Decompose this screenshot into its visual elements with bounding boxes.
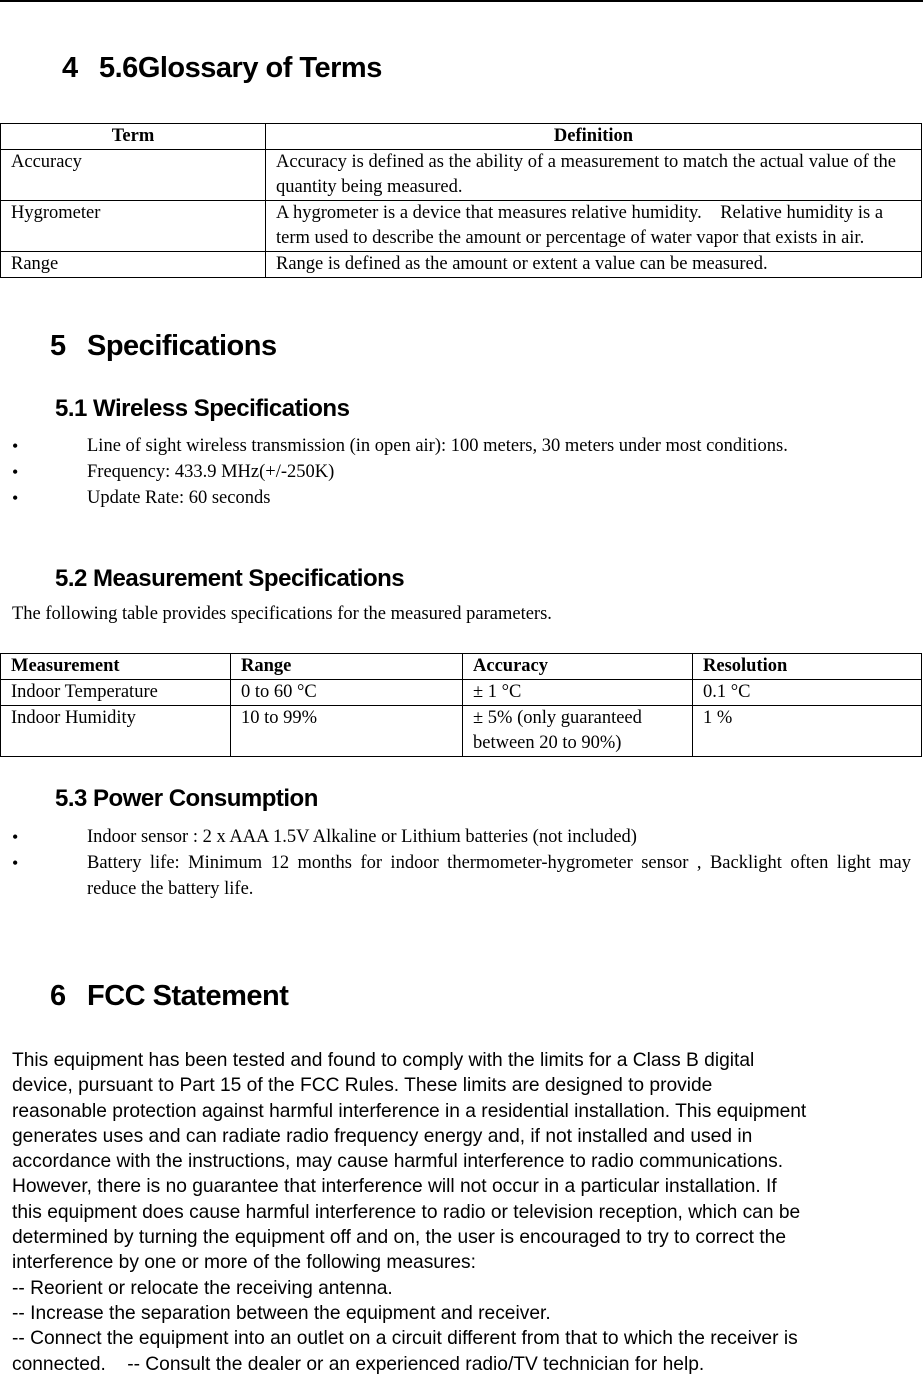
heading-text: 5.6Glossary of Terms (99, 52, 382, 84)
specifications-heading (50, 330, 277, 363)
wireless-specs-heading: 5.1 Wireless Specifications (55, 395, 350, 422)
text-line: device, pursuant to Part 15 of the FCC Rules. These limits are designed to provide (12, 1075, 713, 1097)
glossary-table (0, 123, 922, 278)
text-line: this equipment does cause harmful interference to radio or television reception, which can be (12, 1201, 801, 1223)
column-header: Accuracy (463, 654, 693, 680)
column-header: Term (1, 124, 266, 150)
table-cell: 10 to 99% (231, 706, 463, 757)
term-cell: Hygrometer (1, 201, 266, 252)
text-line: However, there is no guarantee that interference will not occur in a particular installation. If (12, 1176, 777, 1198)
list-item: • Battery life: Minimum 12 months for indoor thermometer-hygrometer sensor , Backlight often light may reduce the battery life. (12, 850, 911, 902)
text-line: -- Increase the separation between the equipment and receiver. (12, 1302, 551, 1324)
text-line: reasonable protection against harmful interference in a residential installation. This equipment (12, 1100, 807, 1122)
power-consumption-heading: 5.3 Power Consumption (55, 785, 318, 812)
column-header: Measurement (1, 654, 231, 680)
table-row (1, 201, 922, 252)
fcc-heading (50, 980, 288, 1013)
table-row (1, 680, 922, 706)
heading-number: 6 (50, 980, 66, 1012)
heading-text: Specifications (87, 330, 277, 362)
list-item: • Indoor sensor : 2 x AAA 1.5V Alkaline or Lithium batteries (not included) (12, 824, 911, 850)
heading-number: 5 (50, 330, 66, 362)
table-header-row (1, 124, 922, 150)
table-cell: 1 % (693, 706, 922, 757)
measurement-specs-heading: 5.2 Measurement Specifications (55, 565, 405, 592)
text-line: This equipment has been tested and found to comply with the limits for a Class B digital (12, 1050, 755, 1071)
glossary-heading (62, 52, 382, 85)
heading-number: 4 (62, 52, 78, 84)
text-line: connected. -- Consult the dealer or an experienced radio/TV technician for help. (12, 1353, 705, 1375)
table-cell: 0 to 60 °C (231, 680, 463, 706)
list-item: • Update Rate: 60 seconds (12, 485, 911, 511)
table-header-row (1, 654, 922, 680)
column-header: Resolution (693, 654, 922, 680)
text-line: generates uses and can radiate radio frequency energy and, if not installed and used in (12, 1125, 753, 1147)
measurement-table (0, 653, 922, 757)
text-line: determined by turning the equipment off and on, the user is encouraged to try to correct the (12, 1227, 787, 1249)
wireless-specs-list (12, 433, 911, 511)
definition-cell: A hygrometer is a device that measures relative humidity. Relative humidity is a term used to describe the amount or percentage of water vapor that exists in air. (266, 201, 922, 252)
definition-cell: Accuracy is defined as the ability of a measurement to match the actual value of the quantity being measured. (266, 150, 922, 201)
text-line: accordance with the instructions, may cause harmful interference to radio communications. (12, 1151, 784, 1173)
term-cell: Accuracy (1, 150, 266, 201)
list-item: • Line of sight wireless transmission (in open air): 100 meters, 30 meters under most conditions. (12, 433, 911, 459)
column-header: Range (231, 654, 463, 680)
top-rule (0, 0, 923, 2)
heading-text: FCC Statement (87, 980, 289, 1012)
text-line: -- Reorient or relocate the receiving antenna. (12, 1277, 393, 1299)
measurement-intro: The following table provides specifications for the measured parameters. (12, 604, 552, 624)
list-item: • Frequency: 433.9 MHz(+/-250K) (12, 459, 911, 485)
table-cell: Indoor Humidity (1, 706, 231, 757)
table-cell: ± 5% (only guaranteed between 20 to 90%) (463, 706, 693, 757)
definition-cell: Range is defined as the amount or extent a value can be measured. (266, 252, 922, 278)
fcc-statement-text (12, 1048, 917, 1375)
table-cell: ± 1 °C (463, 680, 693, 706)
column-header: Definition (266, 124, 922, 150)
table-cell: Indoor Temperature (1, 680, 231, 706)
text-line: interference by one or more of the following measures: (12, 1252, 476, 1274)
text-line: -- Connect the equipment into an outlet on a circuit different from that to which the receiver is (12, 1328, 798, 1350)
term-cell: Range (1, 252, 266, 278)
table-row (1, 706, 922, 757)
table-row (1, 252, 922, 278)
table-cell: 0.1 °C (693, 680, 922, 706)
power-consumption-list (12, 824, 911, 902)
table-row (1, 150, 922, 201)
